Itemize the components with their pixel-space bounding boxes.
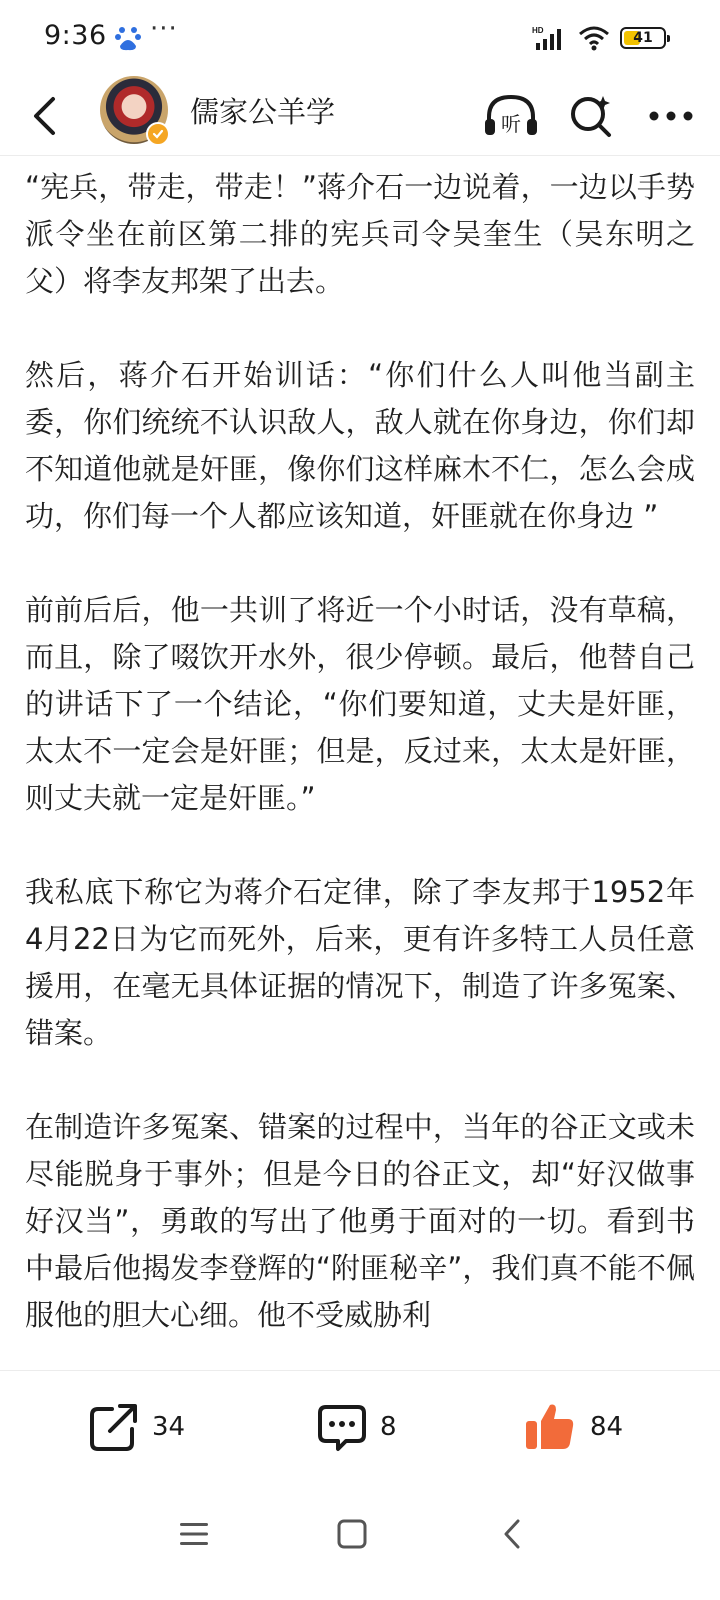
back-button[interactable]	[20, 86, 70, 146]
share-count: 34	[152, 1412, 186, 1442]
article-header	[0, 76, 720, 156]
back-arrow-icon	[31, 96, 59, 136]
comment-icon	[316, 1401, 368, 1453]
action-bar	[0, 1370, 720, 1480]
search-icon	[567, 92, 615, 140]
system-back-button[interactable]	[482, 1504, 542, 1564]
home-button[interactable]	[322, 1504, 382, 1564]
comment-button[interactable]	[316, 1399, 397, 1455]
svg-text:HD: HD	[532, 26, 544, 35]
article-paragraph: 我私底下称它为蒋介石定律，除了李友邦于1952年4月22日为它而死外，后来，更有许多特工人员任意援用，在毫无具体证据的情况下，制造了许多冤案、错案。	[25, 875, 695, 1050]
like-count: 84	[590, 1412, 624, 1442]
author-avatar[interactable]	[100, 76, 168, 144]
article-paragraph: “宪兵，带走，带走！”蒋介石一边说着，一边以手势派令坐在前区第二排的宪兵司令吴奎生（吴东明之父）将李友邦架了出去。	[25, 170, 695, 298]
verified-badge-icon	[146, 122, 170, 146]
signal-icon	[532, 25, 568, 51]
recent-apps-button[interactable]	[164, 1504, 224, 1564]
comment-count: 8	[380, 1412, 397, 1442]
thumbs-up-icon	[522, 1399, 578, 1455]
article-body	[25, 164, 695, 1364]
home-icon	[337, 1519, 367, 1549]
share-icon	[88, 1401, 140, 1453]
listen-label: 听	[501, 112, 521, 136]
status-indicators	[532, 22, 666, 54]
battery-level: 41	[633, 30, 653, 46]
wifi-icon	[578, 25, 610, 51]
more-icon	[648, 110, 694, 122]
header-actions	[482, 84, 700, 148]
status-time: 9:36	[44, 20, 107, 51]
baidu-app-icon	[114, 24, 142, 52]
share-button[interactable]	[88, 1399, 185, 1455]
search-button[interactable]	[562, 87, 620, 145]
listen-button[interactable]	[482, 87, 540, 145]
article-paragraph: 在制造许多冤案、错案的过程中，当年的谷正文或未尽能脱身于事外；但是今日的谷正文，却“好汉做事好汉当”，勇敢的写出了他勇于面对的一切。看到书中最后他揭发李登辉的“附匪秘辛”，我们真不能不佩服他的胆大心细。他不受威胁利	[25, 1110, 695, 1332]
more-button[interactable]	[642, 87, 700, 145]
listen-icon	[483, 91, 539, 141]
menu-icon	[179, 1521, 209, 1547]
status-more-dots: ···	[150, 14, 178, 44]
account-name[interactable]: 儒家公羊学	[190, 95, 336, 129]
system-nav-bar	[0, 1480, 720, 1600]
status-bar	[0, 0, 720, 76]
back-icon	[501, 1518, 523, 1550]
battery-icon	[620, 27, 666, 49]
like-button[interactable]	[522, 1399, 623, 1455]
article-paragraph: 然后，蒋介石开始训话：“你们什么人叫他当副主委，你们统统不认识敌人，敌人就在你身边，你们却不知道他就是奸匪，像你们这样麻木不仁，怎么会成功，你们每一个人都应该知道，奸匪就在你身边 ”	[25, 358, 695, 533]
article-paragraph: 前前后后，他一共训了将近一个小时话，没有草稿，而且，除了啜饮开水外，很少停顿。最后，他替自己的讲话下了一个结论，“你们要知道，丈夫是奸匪，太太不一定会是奸匪；但是，反过来，太太是奸匪，则丈夫就一定是奸匪。”	[25, 593, 695, 815]
